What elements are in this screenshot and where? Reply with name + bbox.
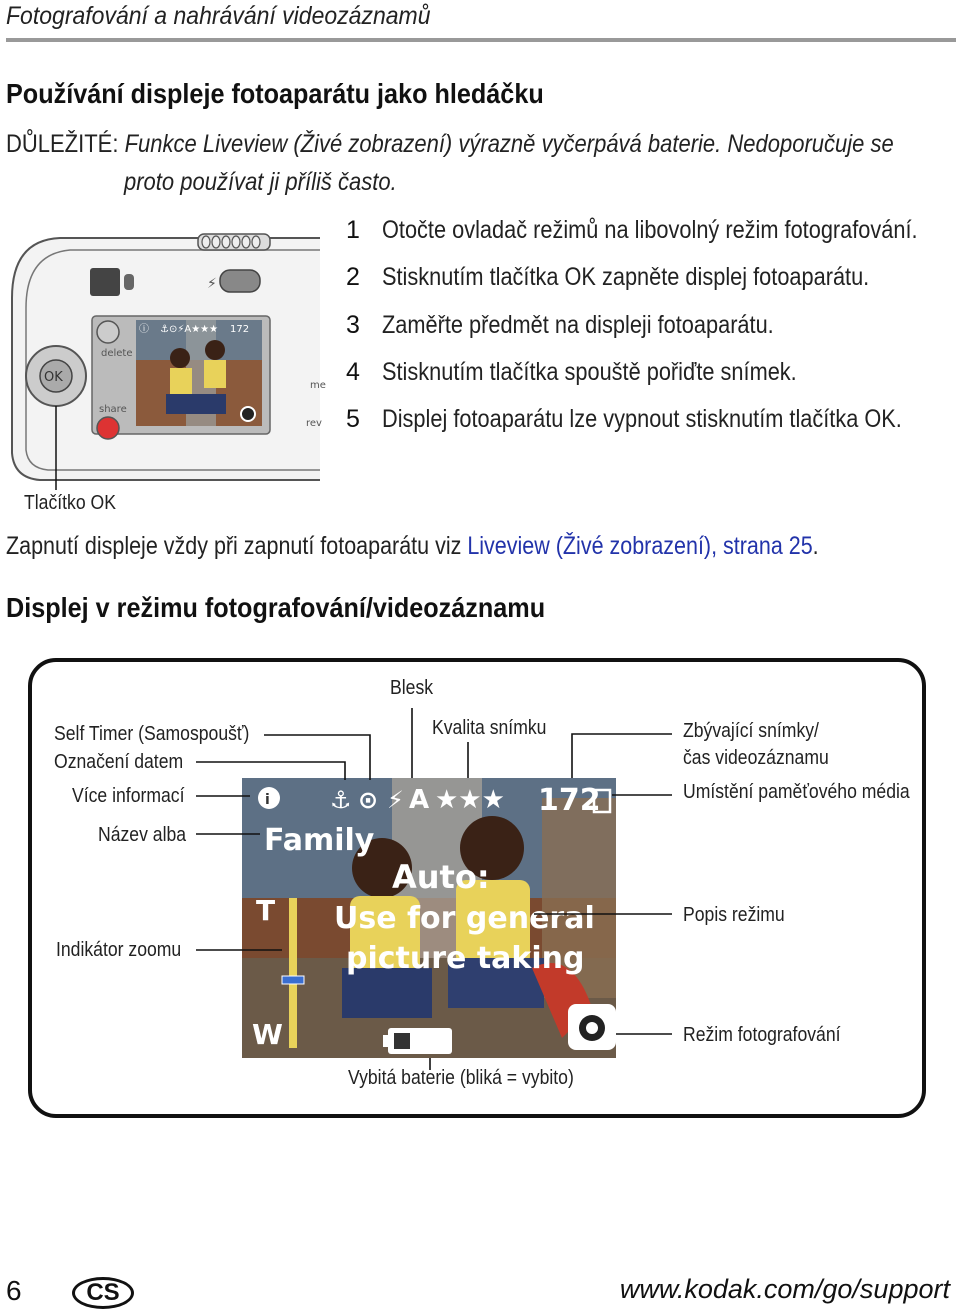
callout-text: Self Timer (Samospoušť)	[54, 723, 250, 745]
callout-flash	[390, 677, 439, 700]
step-2-text	[382, 263, 942, 292]
step-4	[346, 358, 360, 387]
callout-text: Kvalita snímku	[432, 717, 547, 739]
step-text: Zaměřte předmět na displeji fotoaparátu.	[382, 311, 774, 339]
svg-text:⚓⊙⚡A★★★: ⚓⊙⚡A★★★	[160, 324, 219, 335]
support-url-link[interactable]: www.kodak.com/go/support	[619, 1274, 950, 1304]
heading-text: Používání displeje fotoaparátu jako hledáčku	[6, 78, 544, 109]
header-rule	[6, 38, 956, 42]
callout-memory-location	[683, 781, 941, 804]
mode-description-line1: Auto:	[392, 858, 490, 896]
step-text: Otočte ovladač režimů na libovolný režim fotografování.	[382, 216, 918, 244]
callout-text: Zbývající snímky/	[683, 720, 819, 742]
page-number	[6, 1275, 22, 1307]
camera-back-illustration	[0, 228, 335, 528]
step-5-text	[382, 405, 960, 434]
important-text-line2: proto používat ji příliš často.	[124, 168, 397, 196]
callout-remaining	[683, 720, 837, 743]
callout-text: Označení datem	[54, 751, 184, 773]
callout-remaining-line2	[683, 747, 849, 770]
camera-screen-count: 172	[230, 324, 250, 335]
remaining-count: 172	[538, 783, 601, 818]
callout-quality	[432, 717, 562, 740]
ok-caption-text: Tlačítko OK	[24, 492, 116, 514]
step-number: 1	[346, 216, 360, 244]
header-title-text: Fotografování a nahrávání videozáznamů	[6, 2, 431, 30]
heading-text: Displej v režimu fotografování/videozáznamu	[6, 592, 546, 623]
album-name: Family	[264, 823, 375, 858]
date-stamp-icon: ⚓	[330, 786, 352, 814]
flash-button-icon	[220, 270, 260, 292]
footer-url	[620, 1274, 950, 1305]
callout-text: Režim fotografování	[683, 1024, 841, 1046]
page-header-title	[6, 2, 467, 31]
step-3-text	[382, 311, 832, 340]
callout-text: Popis režimu	[683, 904, 785, 926]
important-label: DŮLEŽITÉ:	[6, 130, 119, 158]
share-button	[97, 417, 119, 439]
note-suffix: .	[812, 532, 819, 560]
flash-auto-icon: ⚡	[387, 786, 404, 814]
callout-zoom-indicator	[56, 939, 198, 962]
step-text: Stisknutím tlačítka OK zapněte displej fotoaparátu.	[382, 263, 870, 291]
language-badge-text: CS	[86, 1279, 120, 1306]
review-label-partial: rev	[306, 418, 322, 429]
step-number: 4	[346, 358, 360, 386]
zoom-wide-label: W	[252, 1018, 283, 1051]
callout-date-stamp	[54, 751, 201, 774]
callout-text: Umístění paměťového média	[683, 781, 910, 803]
ok-button-label: OK	[44, 370, 63, 385]
mode-description-line2: Use for general	[334, 901, 595, 936]
callout-text: Více informací	[72, 785, 185, 807]
mode-description-line3: picture taking	[346, 941, 585, 976]
step-number: 3	[346, 311, 360, 339]
svg-text:ⓘ: ⓘ	[139, 324, 149, 335]
callout-more-info	[72, 785, 200, 808]
important-text-line1: Funkce Liveview (Živé zobrazení) výrazně vyčerpává baterie. Nedoporučuje se	[124, 130, 894, 158]
svg-text:i: i	[265, 792, 270, 808]
step-number: 2	[346, 263, 360, 291]
callout-text: Blesk	[390, 677, 434, 699]
self-timer-icon: ⊙	[358, 786, 379, 814]
svg-text:⚡: ⚡	[207, 276, 217, 292]
flash-auto-letter: A	[409, 785, 430, 815]
quality-stars-icon: ★★★	[435, 785, 505, 815]
step-1-text	[382, 216, 960, 245]
step-1	[346, 216, 360, 245]
step-5	[346, 405, 360, 434]
callout-text: čas videozáznamu	[683, 747, 829, 769]
callout-album-name	[98, 824, 198, 847]
page-number-text: 6	[6, 1275, 22, 1306]
callout-text: Indikátor zoomu	[56, 939, 182, 961]
share-label: share	[99, 404, 127, 415]
step-4-text	[382, 358, 859, 387]
step-2	[346, 263, 360, 292]
callout-text: Název alba	[98, 824, 187, 846]
step-text: Stisknutím tlačítka spouště pořiďte snímek.	[382, 358, 797, 386]
ok-button-caption	[24, 492, 128, 515]
important-note-line2	[124, 168, 434, 197]
section-heading-display	[6, 592, 605, 624]
step-number: 5	[346, 405, 360, 433]
callout-capture-mode	[683, 1024, 862, 1047]
callout-text: Vybitá baterie (bliká = vybito)	[348, 1067, 574, 1089]
viewfinder-window	[90, 268, 120, 296]
step-3	[346, 311, 360, 340]
callout-self-timer	[54, 723, 276, 746]
delete-label: delete	[101, 348, 133, 359]
menu-label-partial: me	[310, 380, 326, 391]
callout-low-battery	[348, 1067, 605, 1090]
zoom-tele-label: T	[256, 894, 276, 927]
callout-mode-description	[683, 904, 799, 927]
liveview-page-link[interactable]: Liveview (Živé zobrazení), strana 25	[467, 532, 813, 560]
note-prefix: Zapnutí displeje vždy při zapnutí fotoaparátu viz	[6, 532, 468, 560]
section-heading-viewfinder	[6, 78, 603, 110]
step-text: Displej fotoaparátu lze vypnout stisknutím tlačítka OK.	[382, 405, 902, 433]
important-note	[6, 130, 960, 159]
language-badge	[72, 1277, 134, 1309]
liveview-note	[6, 532, 951, 561]
